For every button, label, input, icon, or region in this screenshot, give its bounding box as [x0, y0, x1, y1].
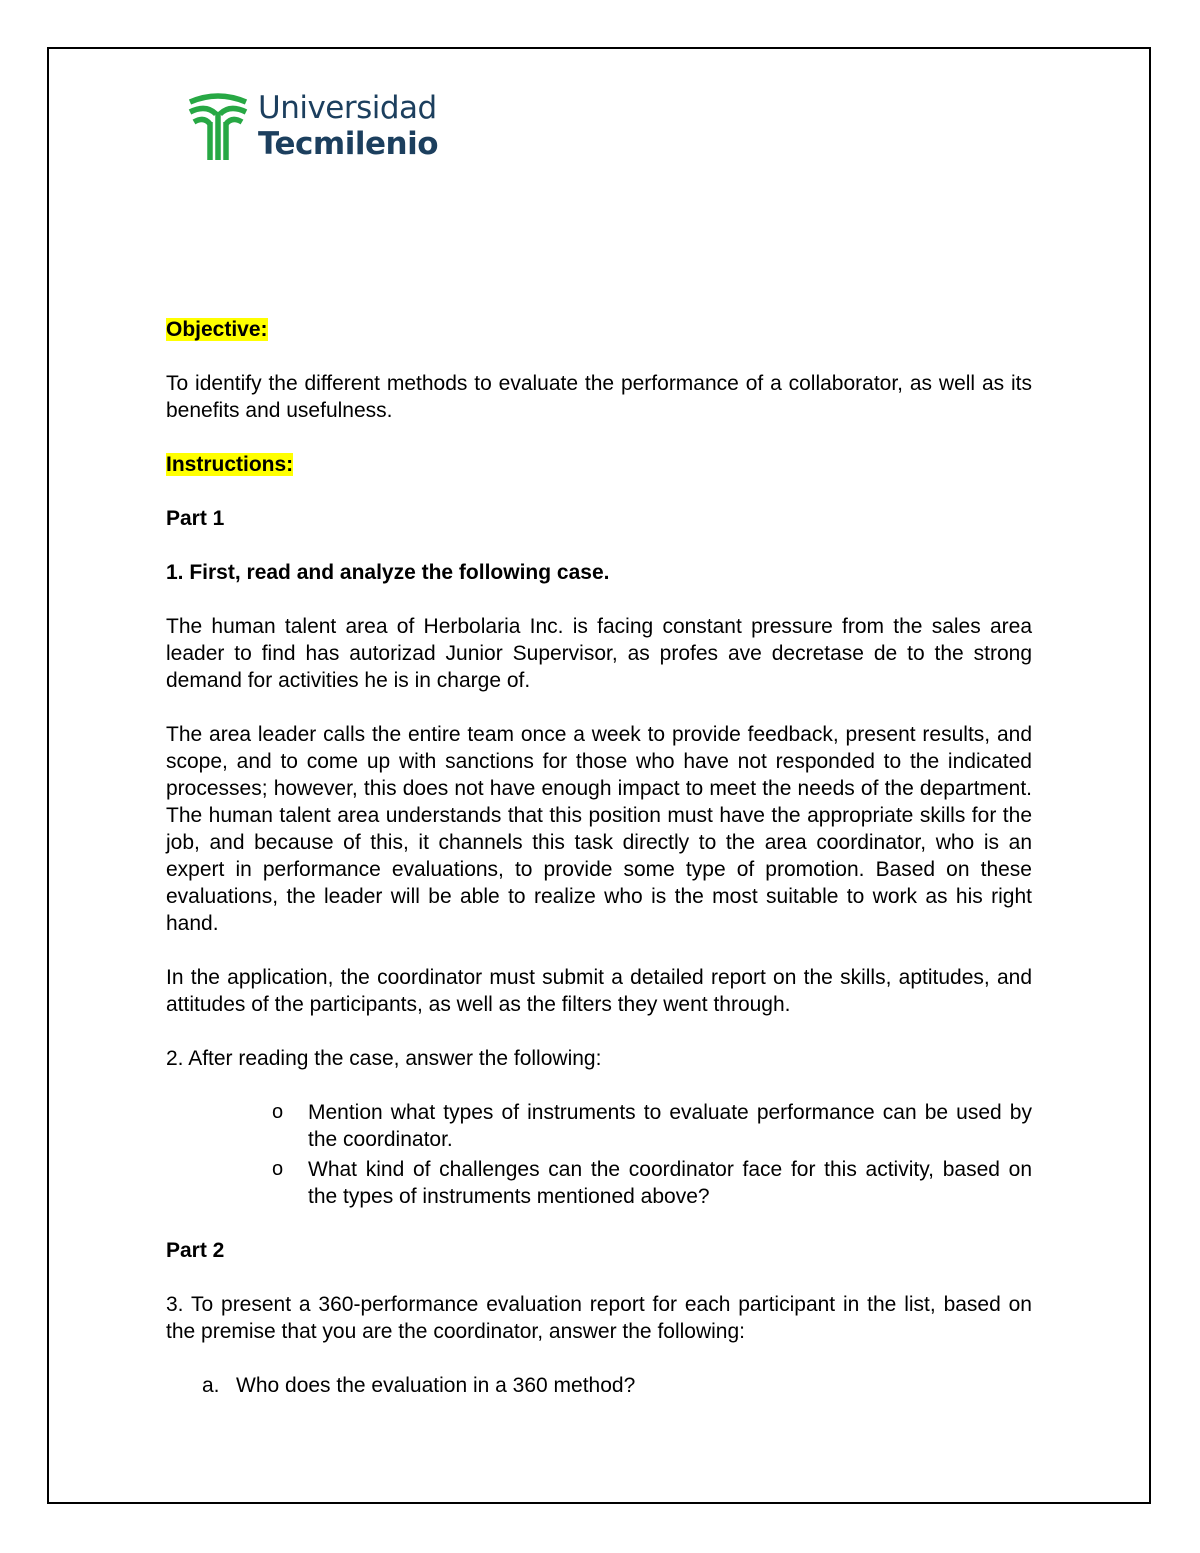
logo-institution-label: Tecmilenio — [258, 125, 439, 162]
document-body — [166, 316, 1032, 1399]
list-item — [202, 1372, 1032, 1399]
university-logo — [186, 89, 439, 162]
logo-university-label: Universidad — [258, 89, 437, 126]
question-list — [166, 1099, 1032, 1210]
list-item — [272, 1156, 1032, 1210]
case-paragraph-3: In the application, the coordinator must submit a detailed report on the skills, aptitudes, and attitudes of the participants, as well as the filters they went through. — [166, 966, 1032, 1016]
tecmilenio-tree-icon — [186, 92, 250, 160]
bullet-marker: o — [272, 1101, 284, 1123]
part1-heading: Part 1 — [166, 507, 225, 530]
case-paragraph-1: The human talent area of Herbolaria Inc. is facing constant pressure from the sales area leader to find has autorizad Junior Supervisor, as profes ave decretase de to the strong demand for activities he is in charge of. — [166, 615, 1032, 692]
item-marker: a. — [202, 1374, 220, 1397]
instructions-heading: Instructions: — [166, 453, 294, 476]
list-item — [272, 1099, 1032, 1153]
bullet-marker: o — [272, 1158, 284, 1180]
part2-heading: Part 2 — [166, 1239, 225, 1262]
bullet-text: Mention what types of instruments to evaluate performance can be used by the coordinator. — [308, 1101, 1032, 1151]
step2-text: 2. After reading the case, answer the following: — [166, 1047, 602, 1070]
bullet-text: What kind of challenges can the coordinator face for this activity, based on the types of instruments mentioned above? — [308, 1158, 1032, 1208]
item-text: Who does the evaluation in a 360 method? — [236, 1374, 636, 1397]
objective-text: To identify the different methods to evaluate the performance of a collaborator, as well as its benefits and usefulness. — [166, 372, 1032, 422]
objective-heading: Objective: — [166, 318, 268, 341]
step3-text: 3. To present a 360-performance evaluation report for each participant in the list, based on the premise that you are the coordinator, answer the following: — [166, 1293, 1032, 1343]
step1-text: 1. First, read and analyze the following case. — [166, 561, 610, 584]
case-paragraph-2: The area leader calls the entire team once a week to provide feedback, present results, and scope, and to come up with sanctions for those who have not responded to the indicated processes; however, this does not have enough impact to meet the needs of the department. The human talent area understands that this position must have the appropriate skills for the job, and because of this, it channels this task directly to the area coordinator, who is an expert in performance evaluations, to provide some type of promotion. Based on these evaluations, the leader will be able to realize who is the most suitable to work as his right hand. — [166, 723, 1032, 935]
sub-question-list — [166, 1372, 1032, 1399]
